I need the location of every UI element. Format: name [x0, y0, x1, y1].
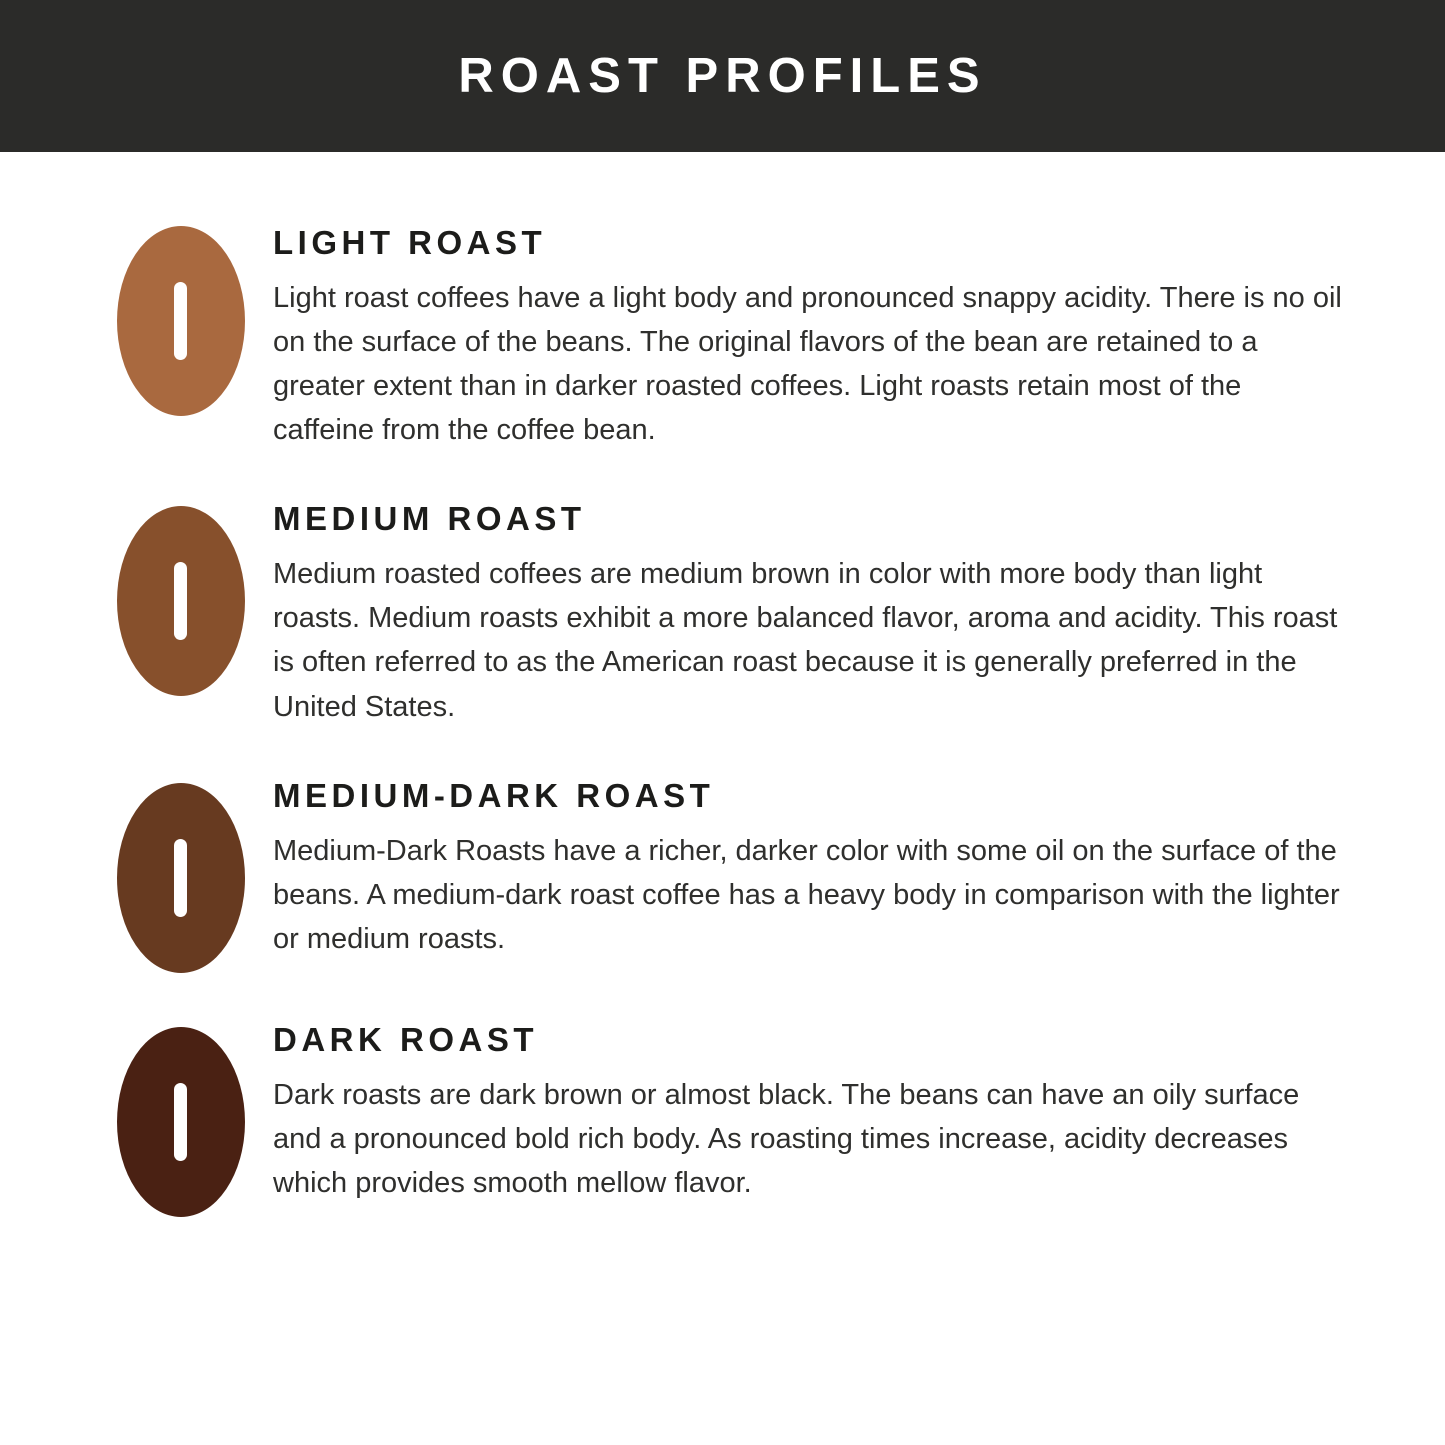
roast-item-medium-dark — [88, 777, 1350, 973]
bean-crack — [174, 1083, 187, 1161]
coffee-bean-icon — [117, 506, 245, 696]
roast-item-medium — [88, 500, 1350, 728]
roast-description-light: Light roast coffees have a light body and pronounced snappy acidity. There is no oil on the surface of the beans. The original flavors of the bean are retained to a greater extent than in darker roasted coffees. Light roasts retain most of the caffeine from the coffee bean. — [273, 282, 1342, 447]
roast-title-medium-dark: MEDIUM-DARK ROAST — [273, 776, 715, 814]
coffee-bean-icon — [117, 783, 245, 973]
bean-crack — [174, 282, 187, 360]
roast-text-light — [273, 224, 1350, 452]
bean-icon-wrapper-medium — [88, 500, 273, 696]
bean-crack — [174, 562, 187, 640]
roast-text-medium — [273, 500, 1350, 728]
bean-crack — [174, 839, 187, 917]
roast-text-dark — [273, 1021, 1350, 1205]
roast-item-dark — [88, 1021, 1350, 1217]
coffee-bean-icon — [117, 226, 245, 416]
roast-description-medium: Medium roasted coffees are medium brown in color with more body than light roasts. Medium roasts exhibit a more balanced flavor, aroma and acidity. This roast is often referred to as the American roast because it is generally preferred in the United States. — [273, 558, 1338, 723]
bean-icon-wrapper-medium-dark — [88, 777, 273, 973]
coffee-bean-icon — [117, 1027, 245, 1217]
roast-item-light — [88, 224, 1350, 452]
roast-title-light: LIGHT ROAST — [273, 224, 547, 261]
roast-title-medium: MEDIUM ROAST — [273, 500, 586, 538]
roast-title-dark: DARK ROAST — [273, 1020, 538, 1058]
roast-text-medium-dark — [273, 777, 1350, 961]
bean-icon-wrapper-dark — [88, 1021, 273, 1217]
page-title: ROAST PROFILES — [458, 49, 987, 103]
roast-description-dark: Dark roasts are dark brown or almost black. The beans can have an oily surface and a pronounced bold rich body. As roasting times increase, acidity decreases which provides smooth mellow flavor. — [273, 1078, 1300, 1199]
page-header — [0, 0, 1445, 152]
roast-list — [0, 152, 1445, 1217]
roast-description-medium-dark: Medium-Dark Roasts have a richer, darker color with some oil on the surface of the beans. A medium-dark roast coffee has a heavy body in comparison with the lighter or medium roasts. — [273, 834, 1340, 955]
bean-icon-wrapper-light — [88, 224, 273, 416]
